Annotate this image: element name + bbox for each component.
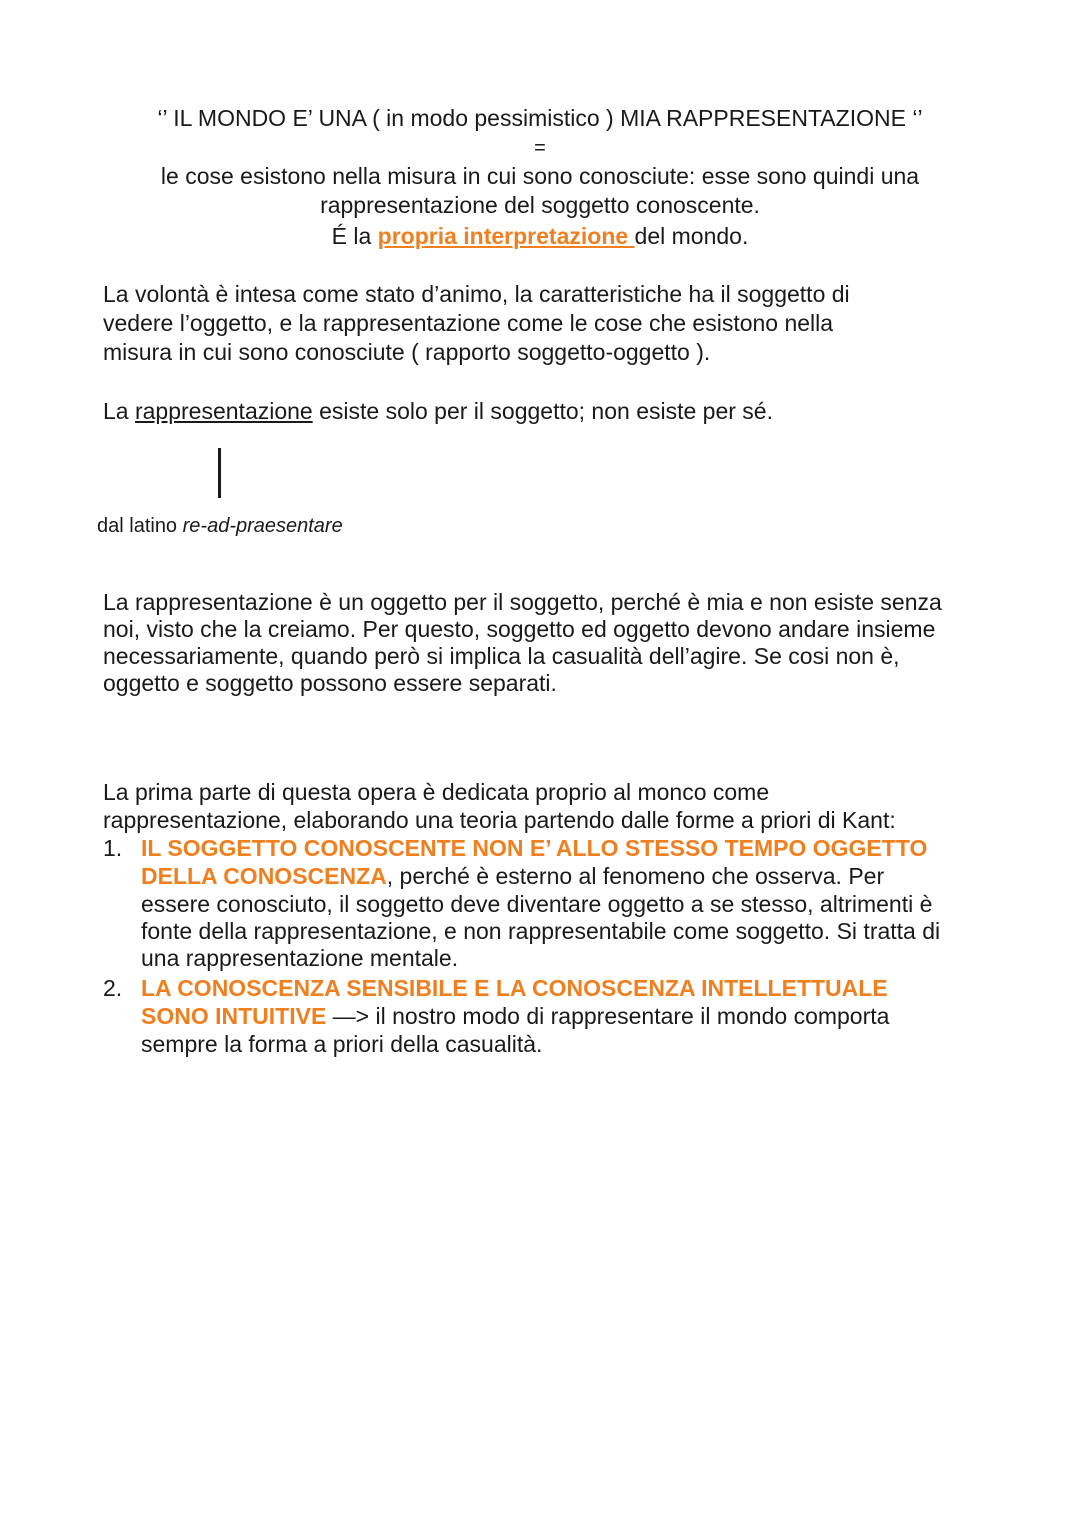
equals-sign: =	[534, 137, 546, 159]
list-item-1-heading-line-2: DELLA CONOSCENZA	[141, 863, 387, 889]
para-volonta-line-3: misura in cui sono conosciute ( rapporto soggetto-oggetto ).	[103, 339, 711, 365]
definition-line-3	[0, 222, 1080, 250]
list-item-1-line-2	[141, 862, 884, 890]
list-item-2-heading-line-1: LA CONOSCENZA SENSIBILE E LA CONOSCENZA INTELLETTUALE	[141, 975, 888, 1001]
list-item-2-line-2	[141, 1002, 889, 1030]
rappresentazione-underlined: rappresentazione	[134, 398, 313, 424]
vertical-connector-line	[218, 448, 221, 498]
para-oggetto-line-3: necessariamente, quando però si implica la casualità dell’agire. Se cosi non è,	[103, 643, 900, 669]
list-item-1-line-4: fonte della rappresentazione, e non rappresentabile come soggetto. Si tratta di	[141, 918, 941, 944]
etymology-pre: dal latino	[97, 515, 178, 537]
definition-line-2: rappresentazione del soggetto conoscente.	[320, 192, 760, 218]
list-item-2-heading-line-2: SONO INTUITIVE	[141, 1003, 327, 1029]
list-item-1-rest-line-2: , perché è esterno al fenomeno che osserva. Per	[386, 863, 885, 889]
para-opera-line-1: La prima parte di questa opera è dedicata proprio al monco come	[103, 779, 770, 805]
close-quote: ‘’	[912, 105, 923, 131]
list-item-1-line-5: una rappresentazione mentale.	[141, 945, 459, 971]
title-text: IL MONDO E’ UNA ( in modo pessimistico ) MIA RAPPRESENTAZIONE	[173, 105, 906, 131]
para-rappresentazione-post: esiste solo per il soggetto; non esiste per sé.	[319, 398, 773, 424]
open-quote: ‘’	[157, 105, 167, 131]
list-item-2-rest-line-2: —> il nostro modo di rappresentare il mondo comporta	[326, 1003, 890, 1029]
etymology-latin: re-ad-praesentare	[182, 515, 343, 537]
definition-line-3-pre: É la	[331, 223, 372, 249]
para-volonta-line-2: vedere l’oggetto, e la rappresentazione come le cose che esistono nella	[103, 310, 834, 336]
etymology-note	[97, 512, 343, 540]
list-item-1-heading-line-1: IL SOGGETTO CONOSCENTE NON E’ ALLO STESSO TEMPO OGGETTO	[141, 835, 928, 861]
definition-line-1: le cose esistono nella misura in cui sono conosciute: esse sono quindi una	[160, 163, 920, 189]
para-opera-line-2: rappresentazione, elaborando una teoria partendo dalle forme a priori di Kant:	[103, 807, 896, 833]
highlight-propria-interpretazione: propria interpretazione	[377, 223, 629, 249]
definition-line-3-post: del mondo.	[634, 223, 749, 249]
para-oggetto-line-1: La rappresentazione è un oggetto per il soggetto, perché è mia e non esiste senza	[103, 589, 942, 615]
para-volonta-line-1: La volontà è intesa come stato d’animo, la caratteristiche ha il soggetto di	[103, 281, 850, 307]
list-item-1-line-3: essere conosciuto, il soggetto deve diventare oggetto a se stesso, altrimenti è	[141, 891, 933, 917]
list-item-2-line-3: sempre la forma a priori della casualità.	[141, 1031, 543, 1057]
para-rappresentazione-pre: La	[103, 398, 129, 424]
list-item-1-number: 1.	[103, 835, 123, 861]
para-oggetto-line-2: noi, visto che la creiamo. Per questo, soggetto ed oggetto devono andare insieme	[103, 616, 936, 642]
page-title	[0, 104, 1080, 132]
para-rappresentazione	[103, 397, 773, 425]
para-oggetto-line-4: oggetto e soggetto possono essere separati.	[103, 670, 557, 696]
list-item-2-number: 2.	[103, 975, 123, 1001]
